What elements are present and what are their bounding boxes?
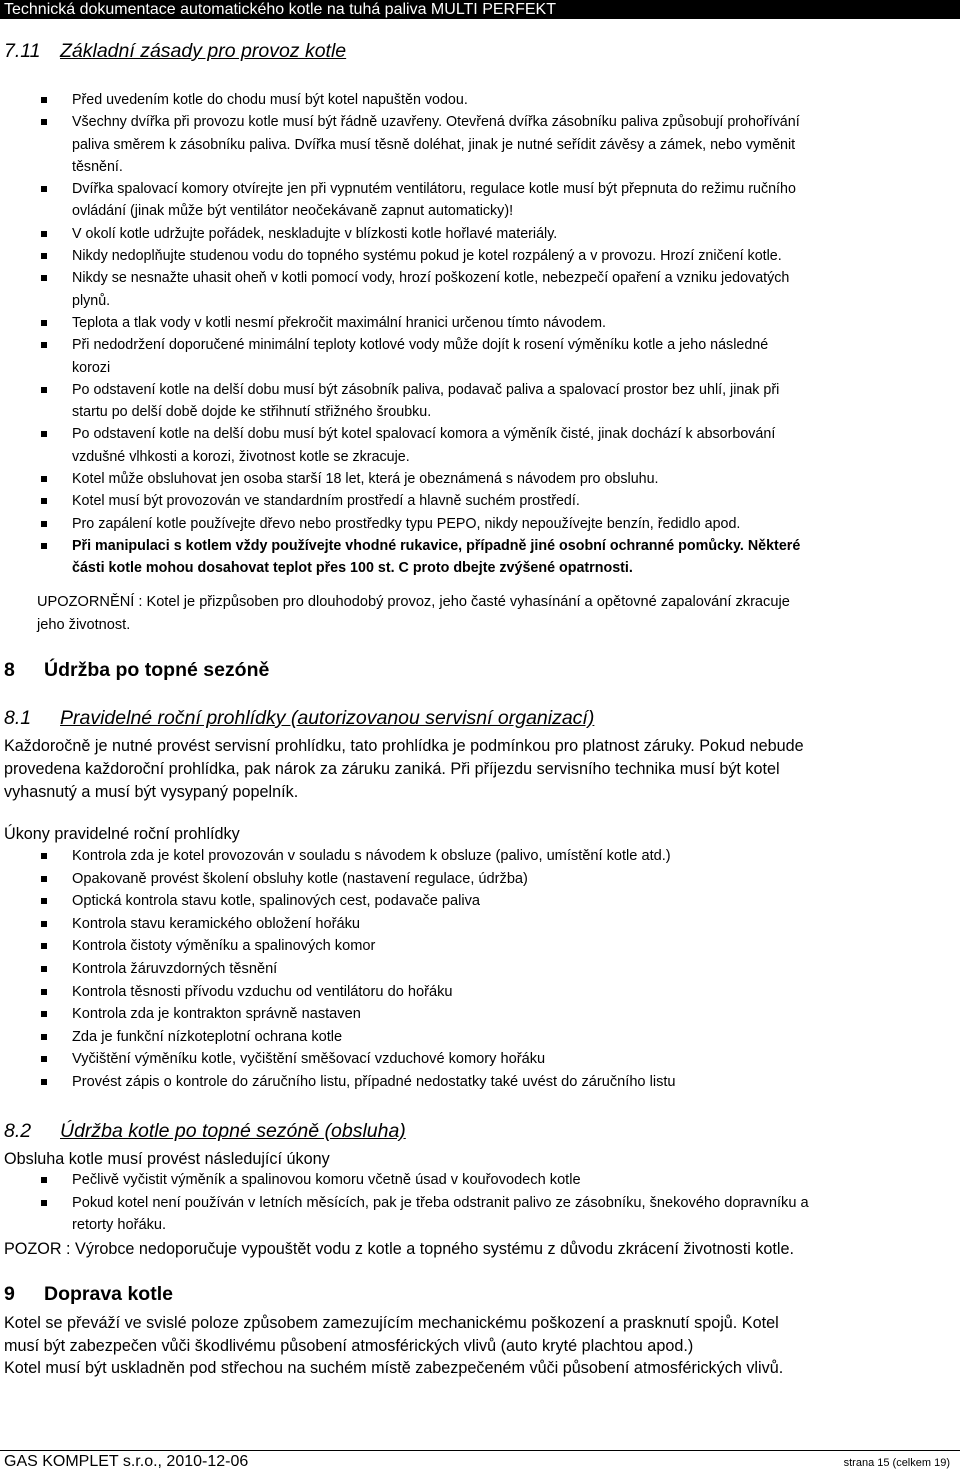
bullet-icon [41,498,47,504]
list-item-line: plynů. [72,292,111,309]
annual-inspection-paragraph [4,735,804,805]
list-item [40,1192,954,1237]
list-item [40,1003,954,1026]
bullet-icon [41,342,47,348]
list-item-line: Po odstavení kotle na delší dobu musí být kotel spalovací komora a výměník čisté, jinak dochází k absorbování [72,426,776,443]
section-number: 9 [4,1283,15,1305]
section-9-heading [4,1283,173,1306]
list-item-text: Kontrola stavu keramického obložení hořáku [72,915,360,932]
list-item-line: Při nedodržení doporučené minimální teploty kotlové vody může dojít k rosení výměníku kotle a jeho následné [72,337,769,354]
list-item-line: Nikdy se nesnažte uhasit oheň v kotli pomocí vody, hrozí poškození kotle, nebezpečí opaření a vzniku jedovatých [72,270,790,287]
list-item [40,312,954,334]
list-item-line: retorty hořáku. [72,1217,167,1234]
list-item-line: Pečlivě vyčistit výměník a spalinovou komoru včetně úsad v kouřovodech kotle [72,1172,581,1188]
bullet-icon [41,1034,47,1040]
paragraph-line: UPOZORNĚNÍ : Kotel je přizpůsoben pro dlouhodobý provoz, jeho časté vyhasínání a opětovné zapalování zkracuje [37,594,790,610]
list-item-line: části kotle mohou dosahovat teplot přes 100 st. C proto dbejte zvýšené opatrnosti. [72,560,633,577]
footer-company-date: GAS KOMPLET s.r.o., 2010-12-06 [4,1453,249,1470]
paragraph-line: jeho životnost. [37,616,131,633]
list-item-line: Po odstavení kotle na delší dobu musí být zásobník paliva, podavač paliva a spalovací prostor bez uhlí, jinak při [72,381,780,398]
list-item [40,379,954,424]
list-item [40,868,954,891]
section-title: Údržba po topné sezóně [44,659,270,681]
section-8-heading [4,659,269,682]
list-item-line: startu po delší době dojde ke střihnutí střižného šroubku. [72,404,432,421]
list-item [40,535,954,580]
drain-warning: POZOR : Výrobce nedoporučuje vypouštět vodu z kotle a topného systému z důvodu zkrácení životnosti kotle. [4,1240,795,1258]
footer-page-number: strana 15 (celkem 19) [843,1457,950,1469]
section-7-11-heading [4,40,346,63]
list-item-text: Vyčištění výměníku kotle, vyčištění směšovací vzduchové komory hořáku [72,1051,546,1068]
paragraph-line: Kotel musí být uskladněn pod střechou na suchém místě zabezpečeném vůči působení atmosférických vlivů. [4,1359,784,1377]
list-item [40,1169,954,1192]
section-title: Pravidelné roční prohlídky (autorizovanou servisní organizací) [60,707,595,729]
paragraph-line: vyhasnutý a musí být vysypaný popelník. [4,783,299,802]
bullet-icon [41,921,47,927]
list-item [40,267,954,312]
bullet-icon [41,876,47,882]
paragraph-line: provedena každoroční prohlídka, pak nárok za záruku zaniká. Při příjezdu servisního technika musí být kotel [4,760,780,779]
list-item [40,935,954,958]
list-item [40,890,954,913]
list-item-text: Kontrola zda je kontrakton správně nastaven [72,1006,361,1023]
list-item-text: Optická kontrola stavu kotle, spalinových cest, podavače paliva [72,893,481,910]
list-item-line: Kotel musí být provozován ve standardním prostředí a hlavně suchém prostředí. [72,493,580,510]
list-item [40,334,954,379]
list-item-line: V okolí kotle udržujte pořádek, neskladujte v blízkosti kotle hořlavé materiály. [72,225,558,242]
list-item-line: korozi [72,359,111,376]
list-item [40,845,954,868]
list-item [40,513,954,535]
transport-paragraph [4,1312,783,1380]
warning-paragraph [37,591,790,636]
bullet-icon [41,1177,47,1183]
list-item-text: Kontrola zda je kotel provozován v souladu s návodem k obsluze (palivo, umístění kotle atd.) [72,848,671,864]
bullet-icon [41,119,47,125]
list-item [40,468,954,490]
bullet-icon [41,898,47,904]
bullet-icon [41,853,47,859]
list-item-line: Nikdy nedoplňujte studenou vodu do topného systému pokud je kotel rozpálený a v provozu. Hrozí zničení kotle. [72,248,782,265]
bullet-icon [41,543,47,549]
page-header: Technická dokumentace automatického kotle na tuhá paliva MULTI PERFEKT [0,0,960,19]
page-footer [0,1450,960,1474]
list-item [40,1071,954,1094]
list-item [40,490,954,512]
list-item [40,958,954,981]
bullet-icon [41,966,47,972]
list-item [40,111,954,178]
section-number: 8.2 [4,1120,32,1142]
list-item-line: Pokud kotel není používán v letních měsících, pak je třeba odstranit palivo ze zásobníku, šnekového dopravníku a [72,1194,809,1211]
paragraph-line: Každoročně je nutné provést servisní prohlídku, tato prohlídka je podmínkou pro platnost záruky. Pokud nebude [4,737,804,755]
list-item-text: Opakovaně provést školení obsluhy kotle (nastavení regulace, údržba) [72,870,528,887]
list-item-text: Kontrola čistoty výměníku a spalinových komor [72,938,376,955]
inspection-list-title: Úkony pravidelné roční prohlídky [4,825,240,843]
bullet-icon [41,476,47,482]
section-title: Základní zásady pro provoz kotle [60,40,347,62]
section-title: Údržba kotle po topné sezóně (obsluha) [60,1120,406,1142]
list-item [40,913,954,936]
bullet-icon [41,521,47,527]
bullet-icon [41,186,47,192]
bullet-icon [41,1079,47,1085]
operation-rules-list [40,89,954,580]
list-item [40,423,954,468]
bullet-icon [41,1011,47,1017]
list-item-text: Zda je funkční nízkoteplotní ochrana kotle [72,1028,343,1045]
list-item-text: Kontrola žáruvzdorných těsnění [72,960,278,977]
bullet-icon [41,253,47,259]
section-number: 7.11 [4,40,41,62]
inspection-tasks-list [40,845,954,1094]
list-item-line: paliva směrem k zásobníku paliva. Dvířka musí těsně doléhat, jinak je nutné seřídit závěsy a zámek, nebo vyměnit [72,136,796,153]
bullet-icon [41,431,47,437]
maintenance-tasks-list [40,1169,954,1237]
bullet-icon [41,943,47,949]
list-item-text: Provést zápis o kontrole do záručního listu, případné nedostatky také uvést do záručního listu [72,1073,676,1090]
bullet-icon [41,320,47,326]
bullet-icon [41,1200,47,1206]
section-number: 8 [4,659,15,681]
list-item-line: Všechny dvířka při provozu kotle musí být řádně uzavřeny. Otevřená dvířka zásobníku paliva způsobují prohořívání [72,114,800,131]
section-8-2-heading [4,1120,406,1143]
bullet-icon [41,1056,47,1062]
bullet-icon [41,231,47,237]
bullet-icon [41,989,47,995]
maintenance-intro: Obsluha kotle musí provést následující úkony [4,1150,330,1168]
section-title: Doprava kotle [44,1283,173,1305]
list-item-line: vzdušné vlhkosti a korozi, životnost kotle se zkracuje. [72,448,410,465]
list-item-line: Pro zapálení kotle používejte dřevo nebo prostředky typu PEPO, nikdy nepoužívejte benzín, ředidlo apod. [72,515,741,532]
list-item-line: Kotel může obsluhovat jen osoba starší 18 let, která je obeznámená s návodem pro obsluhu. [72,471,659,488]
bullet-icon [41,387,47,393]
list-item [40,223,954,245]
list-item-line: ovládání (jinak může být ventilátor neočekávaně zapnut automaticky)! [72,203,514,220]
list-item [40,178,954,223]
list-item-line: Před uvedením kotle do chodu musí být kotel napuštěn vodou. [72,92,468,108]
list-item-line: Teplota a tlak vody v kotli nesmí překročit maximální hranici určenou tímto návodem. [72,314,606,331]
list-item [40,245,954,267]
list-item-line: těsnění. [72,158,123,175]
bullet-icon [41,97,47,103]
section-number: 8.1 [4,707,32,729]
bullet-icon [41,275,47,281]
list-item-text: Kontrola těsnosti přívodu vzduchu od ventilátoru do hořáku [72,983,453,1000]
list-item [40,1026,954,1049]
list-item [40,89,954,111]
paragraph-line: musí být zabezpečen vůči škodlivému působení atmosférických vlivů (auto kryté plachtou apod.) [4,1336,694,1355]
list-item [40,1048,954,1071]
list-item-line: Dvířka spalovací komory otvírejte jen při vypnutém ventilátoru, regulace kotle musí být přepnuta do režimu ručního [72,181,796,198]
list-item-line: Při manipulaci s kotlem vždy používejte vhodné rukavice, případně jiné osobní ochranné pomůcky. Některé [72,537,801,554]
section-8-1-heading [4,707,594,730]
paragraph-line: Kotel se převáží ve svislé poloze způsobem zamezujícím mechanickému poškození a prasknutí spojů. Kotel [4,1314,779,1332]
list-item [40,981,954,1004]
